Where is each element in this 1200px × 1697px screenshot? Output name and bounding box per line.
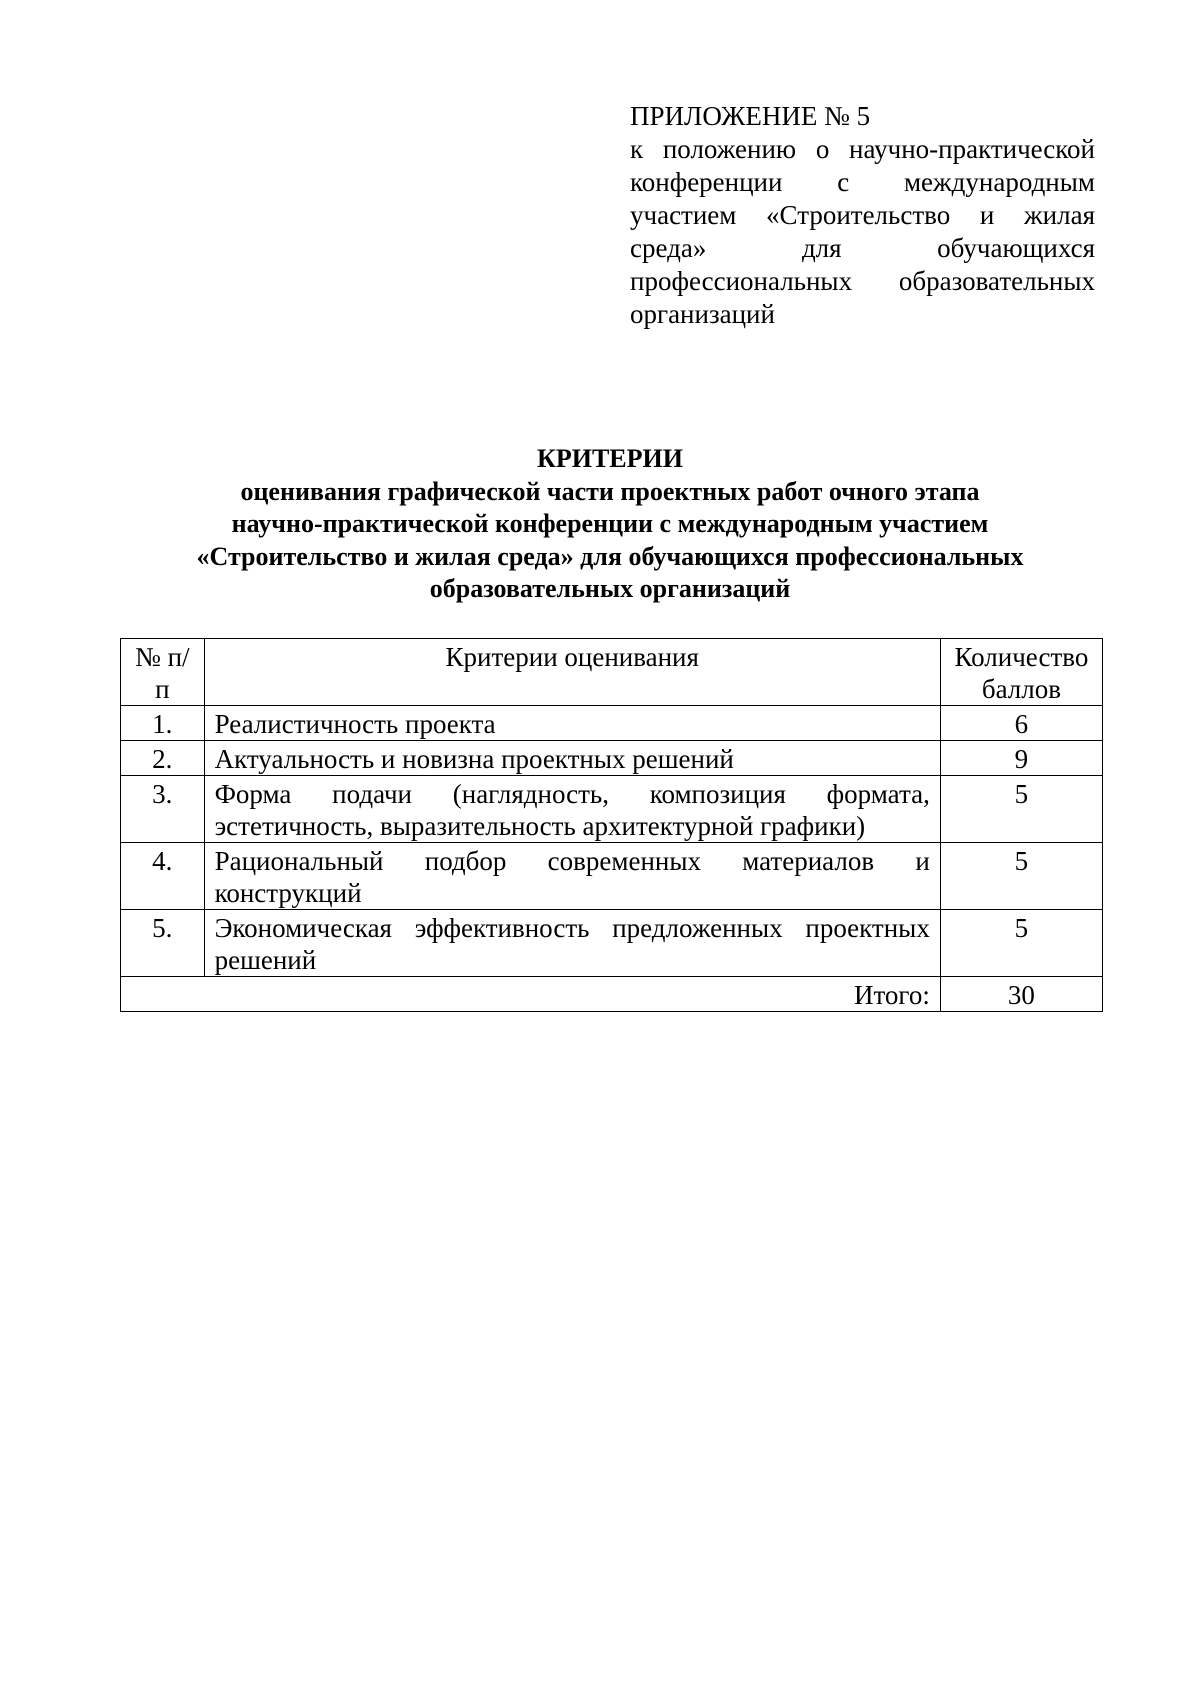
row-num: 3. <box>121 776 205 843</box>
row-criteria: Реалистичность проекта <box>204 706 940 741</box>
table-row <box>121 910 1103 977</box>
table-header-row <box>121 639 1103 706</box>
header-points: Количество баллов <box>940 639 1102 706</box>
total-row <box>121 977 1103 1012</box>
criteria-table <box>120 638 1103 1012</box>
row-points: 9 <box>940 741 1102 776</box>
table-row <box>121 706 1103 741</box>
row-criteria: Форма подачи (наглядность, композиция формата, эстетичность, выразительность архитектурной графики) <box>204 776 940 843</box>
heading-subtitle-line: научно-практической конференции с международным участием <box>231 509 989 538</box>
heading-subtitle-line: оценивания графической части проектных работ очного этапа <box>240 476 980 506</box>
appendix-text: к положению о научно-практической конференции с международным участием «Строительство и жилая среда» для обучающихся профессиональных образовательных организаций <box>630 134 1095 329</box>
table-row <box>121 776 1103 843</box>
table-row <box>121 741 1103 776</box>
total-value: 30 <box>940 977 1102 1012</box>
row-criteria: Экономическая эффективность предложенных проектных решений <box>204 910 940 977</box>
total-label: Итого: <box>121 977 941 1012</box>
row-points: 5 <box>940 910 1102 977</box>
header-criteria: Критерии оценивания <box>204 639 940 706</box>
table-row <box>121 843 1103 910</box>
row-num: 1. <box>121 706 205 741</box>
heading-subtitle-line: «Строительство и жилая среда» для обучающихся профессиональных <box>196 541 1024 571</box>
row-points: 5 <box>940 776 1102 843</box>
row-points: 6 <box>940 706 1102 741</box>
heading-subtitle-line: образовательных организаций <box>429 574 791 603</box>
heading-title: КРИТЕРИИ <box>537 444 683 473</box>
row-criteria: Актуальность и новизна проектных решений <box>204 741 940 776</box>
row-num: 4. <box>121 843 205 910</box>
appendix-block <box>630 100 1095 331</box>
row-points: 5 <box>940 843 1102 910</box>
header-num: № п/п <box>121 639 205 706</box>
appendix-title: ПРИЛОЖЕНИЕ № 5 <box>630 101 871 131</box>
row-num: 5. <box>121 910 205 977</box>
row-criteria: Рациональный подбор современных материалов и конструкций <box>204 843 940 910</box>
document-heading <box>120 443 1100 606</box>
row-num: 2. <box>121 741 205 776</box>
